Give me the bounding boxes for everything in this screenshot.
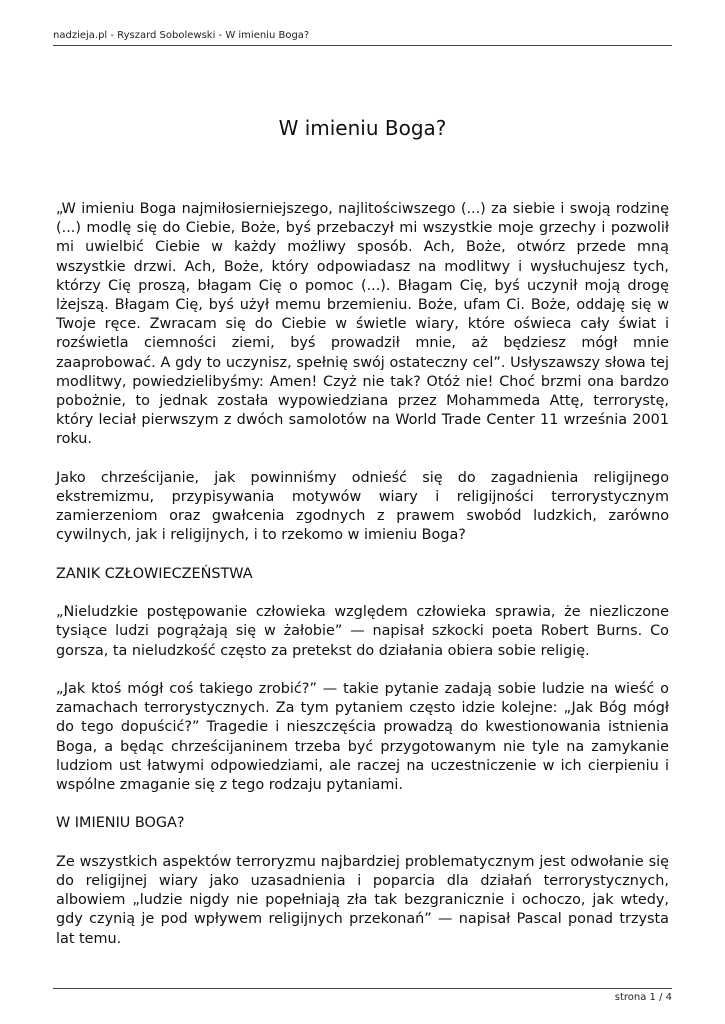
section-heading-zanik: ZANIK CZŁOWIECZEŃSTWA bbox=[56, 565, 253, 582]
paragraph-burns: „Nieludzkie postępowanie człowieka względem człowieka sprawia, że niezliczone tysiące ludzi pogrążają się w żałobie” — napisał szkocki poeta Robert Burns. Co gorsza, ta nieludzkość często za pretekst do działania obiera sobie religię. bbox=[56, 604, 669, 659]
paragraph-prayer: „W imieniu Boga najmiłosierniejszego, najlitościwszego (...) za siebie i swoją rodzinę (...) modlę się do Ciebie, Boże, byś przebaczył mi wszystkie moje grzechy i pozwolił mi uwielbić Ciebie w każdy możliwy sposób. Ach, Boże, otwórz przede mną wszystkie drzwi. Ach, Boże, który odpowiadasz na modlitwy i wysłuchujesz tych, którzy Cię proszą, błagam Cię o pomoc (...). Błagam Cię, byś uczynił moją drogę lżejszą. Błagam Cię, byś użył memu brzemieniu. Boże, ufam Ci. Boże, oddaję się w Twoje ręce. Zwracam się do Ciebie w świetle wiary, które oświeca cały świat i rozświetla ciemności ziemi, byś prowadził mnie, aż będziesz mógł mnie zaaprobować. A gdy to uczynisz, spełnię swój ostateczny cel”. Usłyszawszy słowa tej modlitwy, powiedzielibyśmy: Amen! Czyż nie tak? Otóż nie! Choć brzmi ona bardzo pobożnie, to jednak została wypowiedziana przez Mohammeda Attę, terrorystę, który leciał pierwszym z dwóch samolotów na World Trade Center 11 września 2001 roku. bbox=[56, 201, 669, 448]
paragraph-question: Jako chrześcijanie, jak powinniśmy odnieść się do zagadnienia religijnego ekstremizmu, przypisywania motywów wiary i religijności terrorystycznym zamierzeniom oraz gwałcenia zgodnych z prawem swobód ludzkich, zarówno cywilnych, jak i religijnych, i to rzekomo w imieniu Boga? bbox=[56, 469, 669, 544]
footer-divider bbox=[53, 988, 672, 989]
page-title: W imieniu Boga? bbox=[278, 116, 447, 140]
paragraph-how-could: „Jak ktoś mógł coś takiego zrobić?” — takie pytanie zadają sobie ludzie na wieść o zamachach terrorystycznych. Za tym pytaniem często idzie kolejne: „Jak Bóg mógł do tego dopuścić?” Tragedie i nieszczęścia prowadzą do kwestionowania istnienia Boga, a będąc chrześcijaninem trzeba być przygotowanym nie tyle na zamykanie ludziom ust łatwymi odpowiedziami, ale raczej na uczestniczenie w ich cierpieniu i wspólne zmaganie się z tego rodzaju pytaniami. bbox=[56, 681, 669, 794]
page-header: nadzieja.pl - Ryszard Sobolewski - W imieniu Boga? bbox=[53, 30, 310, 41]
article-body bbox=[56, 200, 669, 968]
section-heading-w-imieniu: W IMIENIU BOGA? bbox=[56, 815, 185, 832]
page-number: strona 1 / 4 bbox=[614, 992, 672, 1003]
paragraph-pascal: Ze wszystkich aspektów terroryzmu najbardziej problematycznym jest odwołanie się do religijnej wiary jako uzasadnienia i poparcia dla działań terrorystycznych, albowiem „ludzie nigdy nie popełniają zła tak bezgranicznie i ochoczo, jak wtedy, gdy czynią je pod wpływem religijnych przekonań” — napisał Pascal ponad trzysta lat temu. bbox=[56, 853, 669, 947]
header-divider bbox=[53, 45, 672, 46]
